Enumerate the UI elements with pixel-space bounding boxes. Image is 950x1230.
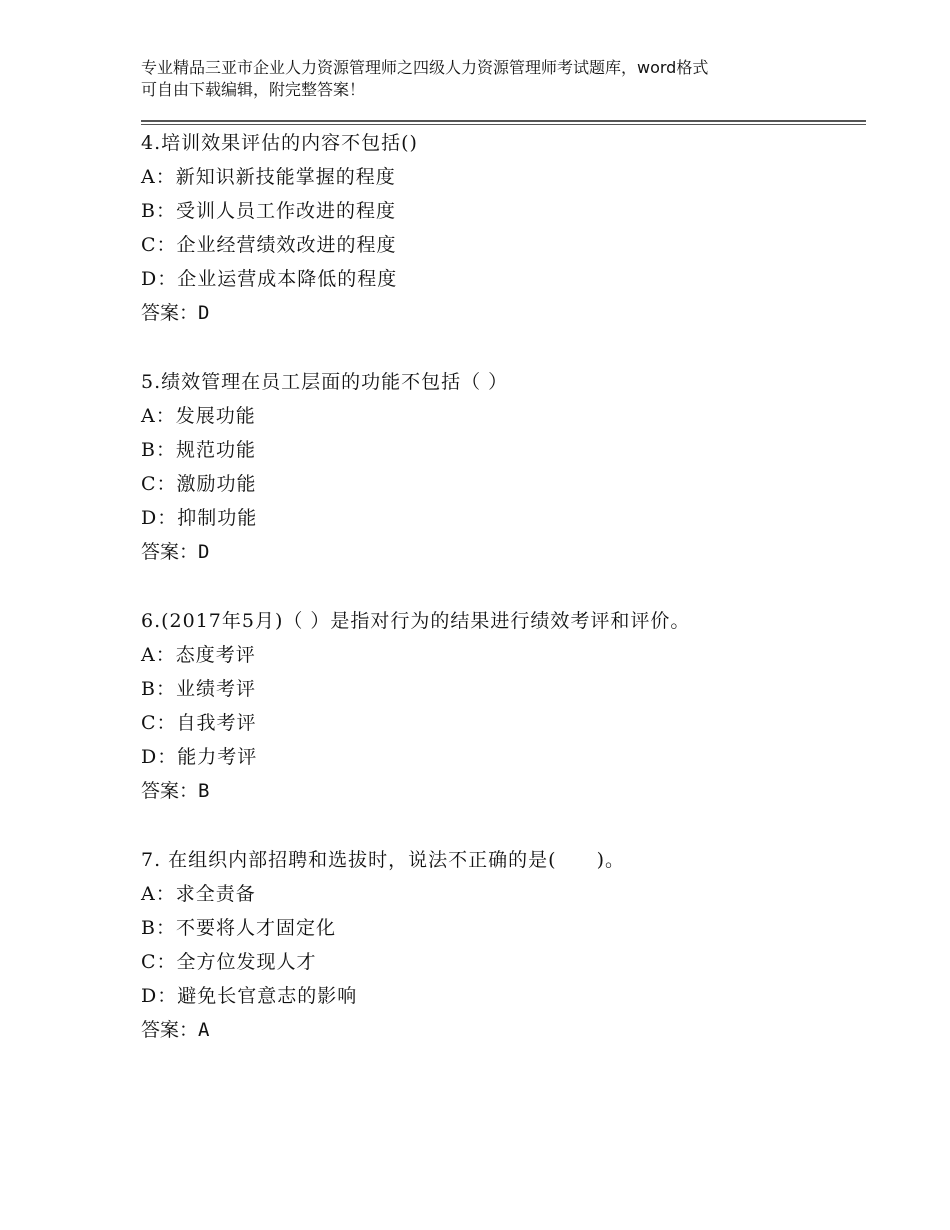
option-c: C：自我考评: [141, 712, 257, 734]
question-stem: 5.绩效管理在员工层面的功能不包括（ ）: [141, 371, 509, 393]
header-divider-thick: [141, 120, 866, 122]
answer-value: B: [198, 780, 210, 802]
option-d: D：避免长官意志的影响: [141, 985, 358, 1007]
answer-label: 答案：: [141, 1019, 199, 1041]
question-block: [141, 365, 861, 569]
question-block: [141, 126, 861, 330]
option-d: D：抑制功能: [141, 507, 258, 529]
question-stem: 7. 在组织内部招聘和选拔时，说法不正确的是( )。: [141, 849, 625, 871]
header-line-1: 专业精品三亚市企业人力资源管理师之四级人力资源管理师考试题库，word格式: [141, 58, 709, 77]
document-header: [141, 57, 841, 101]
option-b: B：受训人员工作改进的程度: [141, 200, 396, 222]
option-b: B：规范功能: [141, 439, 256, 461]
answer-line: [141, 535, 861, 569]
answer-label: 答案：: [141, 541, 199, 563]
question-stem: 4.培训效果评估的内容不包括(): [141, 132, 418, 154]
option-c: C：企业经营绩效改进的程度: [141, 234, 397, 256]
option-a: A：发展功能: [141, 405, 256, 427]
answer-value: D: [198, 541, 210, 563]
answer-label: 答案：: [141, 780, 199, 802]
option-a: A：态度考评: [141, 644, 256, 666]
answer-value: D: [198, 302, 210, 324]
option-d: D：企业运营成本降低的程度: [141, 268, 398, 290]
header-divider-thin: [141, 124, 866, 125]
question-stem: 6.(2017年5月)（ ）是指对行为的结果进行绩效考评和评价。: [141, 610, 691, 632]
answer-line: [141, 1013, 861, 1047]
option-d: D：能力考评: [141, 746, 258, 768]
answer-label: 答案：: [141, 302, 199, 324]
option-b: B：不要将人才固定化: [141, 917, 336, 939]
option-c: C：激励功能: [141, 473, 257, 495]
option-c: C：全方位发现人才: [141, 951, 317, 973]
option-a: A：新知识新技能掌握的程度: [141, 166, 396, 188]
question-block: [141, 843, 861, 1047]
option-a: A：求全责备: [141, 883, 256, 905]
answer-value: A: [198, 1019, 210, 1041]
header-line-2: 可自由下载编辑，附完整答案！: [141, 80, 366, 99]
option-b: B：业绩考评: [141, 678, 256, 700]
question-block: [141, 604, 861, 808]
answer-line: [141, 296, 861, 330]
answer-line: [141, 774, 861, 808]
